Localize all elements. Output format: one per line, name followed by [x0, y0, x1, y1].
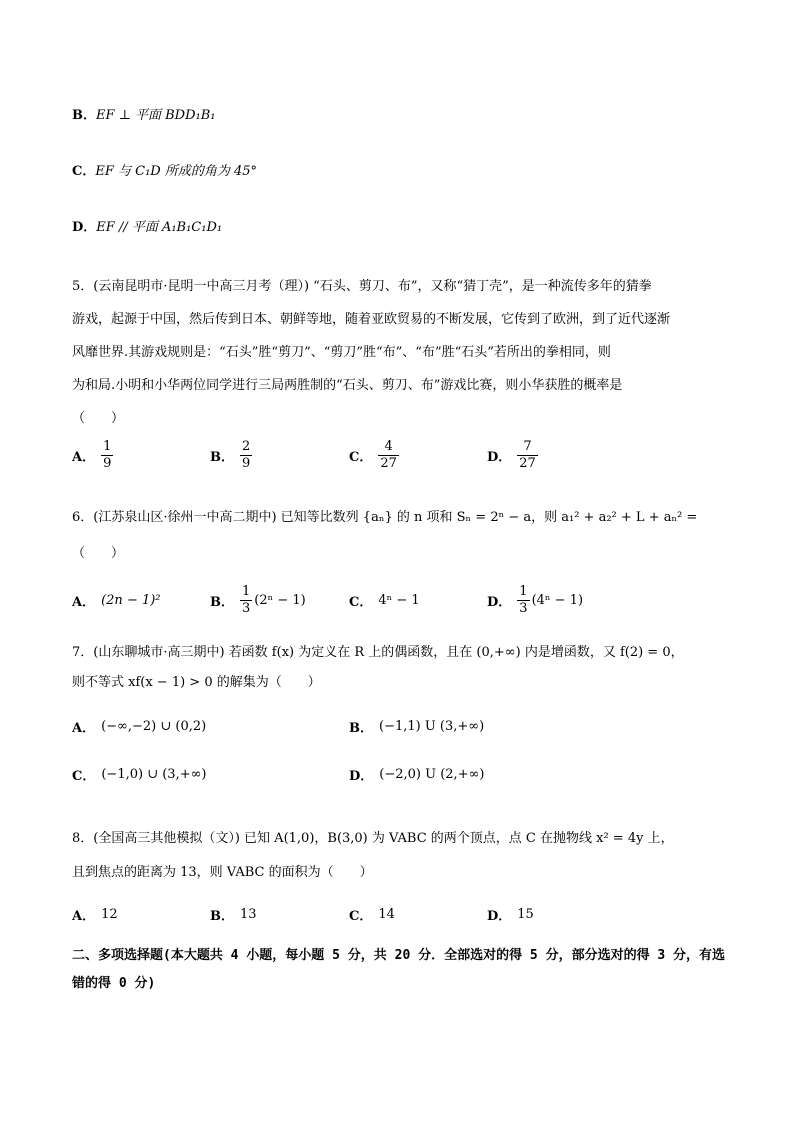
option-b[interactable] [349, 706, 484, 746]
option-b-prev [72, 106, 722, 126]
option-c[interactable] [349, 435, 399, 475]
question-line: 则不等式 xf(x − 1) > 0 的解集为（ ） [72, 675, 321, 690]
option-d[interactable] [349, 754, 484, 794]
fraction [240, 584, 252, 617]
question-line: 游戏，起源于中国，然后传到日本、朝鲜等地，随着亚欧贸易的不断发展，它传到了欧洲，到了近代逐渐 [72, 312, 671, 327]
section-header [72, 942, 726, 998]
option-label: C． [349, 908, 373, 924]
denominator: 9 [103, 455, 112, 471]
section-line: 二、多项选择题(本大题共 4 小题，每小题 5 分，共 20 分．全部选对的得 5 分，部分选对的得 3 分，有选 [72, 948, 726, 963]
numerator: 7 [523, 438, 532, 454]
option-math: 15 [517, 906, 534, 922]
denominator: 3 [519, 600, 528, 616]
denominator: 27 [380, 455, 397, 471]
option-math: (−1,1) U (3,+∞) [379, 718, 485, 734]
numerator: 1 [519, 583, 528, 599]
option-math: 4ⁿ − 1 [378, 592, 420, 608]
option-d[interactable] [487, 435, 538, 475]
numerator: 1 [103, 438, 112, 454]
fraction [517, 584, 529, 617]
option-label: B． [72, 108, 96, 123]
question-8-options [72, 894, 722, 934]
question-line: （ ） [72, 546, 125, 561]
option-math: 13 [240, 906, 257, 922]
option-b[interactable] [210, 435, 252, 475]
question-line: 6．(江苏泉山区·徐州一中高二期中) 已知等比数列 {aₙ} 的 n 项和 Sₙ = 2ⁿ − a，则 a₁² + a₂² + L + aₙ² = [72, 510, 698, 525]
option-math: (−1,0) ∪ (3,+∞) [101, 766, 207, 782]
option-c[interactable] [72, 754, 207, 794]
option-d[interactable] [487, 580, 583, 620]
numerator: 1 [242, 583, 251, 599]
option-label: D． [72, 220, 97, 235]
option-math: (2n − 1)² [101, 592, 161, 608]
option-label: B． [210, 908, 234, 924]
option-label: A． [72, 720, 96, 736]
section-line: 错的得 0 分) [72, 976, 156, 991]
question-7-options-row-2 [72, 754, 722, 794]
option-text: EF ⊥ 平面 BDD₁B₁ [96, 108, 216, 123]
option-c[interactable] [349, 894, 395, 934]
option-math: (2ⁿ − 1) [254, 592, 306, 608]
option-text: EF 与 C₁D 所成的角为 45° [95, 164, 258, 179]
option-c[interactable] [349, 580, 420, 620]
denominator: 9 [242, 455, 251, 471]
option-text: EF // 平面 A₁B₁C₁D₁ [96, 220, 223, 235]
question-5-options [72, 435, 722, 475]
option-label: D． [487, 908, 512, 924]
question-8 [72, 822, 722, 890]
option-math: (−∞,−2) ∪ (0,2) [101, 718, 207, 734]
question-line: 5．(云南昆明市·昆明一中高三月考（理）) “石头、剪刀、布”，又称“猜丁壳”，是一种流传多年的猜拳 [72, 279, 652, 294]
option-a[interactable] [72, 894, 118, 934]
option-label: A． [72, 594, 96, 610]
option-label: B． [210, 594, 234, 610]
option-label: C． [72, 768, 96, 784]
option-label: A． [72, 449, 96, 465]
option-math: 14 [378, 906, 395, 922]
question-6-options [72, 580, 722, 620]
fraction [378, 439, 399, 472]
option-d[interactable] [487, 894, 534, 934]
option-label: B． [349, 720, 373, 736]
question-line: 风靡世界.其游戏规则是：“石头”胜“剪刀”、“剪刀”胜“布”、“布”胜“石头”若所出的拳相同，则 [72, 345, 611, 360]
fraction [240, 439, 252, 472]
fraction [101, 439, 113, 472]
denominator: 3 [242, 600, 251, 616]
question-7 [72, 638, 722, 698]
option-b[interactable] [210, 894, 257, 934]
numerator: 2 [242, 438, 251, 454]
option-label: B． [210, 449, 234, 465]
option-a[interactable] [72, 435, 113, 475]
question-5 [72, 270, 722, 435]
option-a[interactable] [72, 580, 161, 620]
option-d-prev [72, 218, 722, 238]
denominator: 27 [519, 455, 536, 471]
option-math: (−2,0) U (2,+∞) [379, 766, 485, 782]
question-line: （ ） [72, 411, 125, 426]
option-label: A． [72, 908, 96, 924]
option-label: D． [487, 594, 512, 610]
question-line: 7．(山东聊城市·高三期中) 若函数 f(x) 为定义在 R 上的偶函数，且在 (0,+∞) 内是增函数，又 f(2) = 0， [72, 645, 684, 660]
option-b[interactable] [210, 580, 306, 620]
question-line: 且到焦点的距离为 13，则 VABC 的面积为（ ） [72, 865, 373, 880]
option-math: (4ⁿ − 1) [531, 592, 584, 608]
question-7-options-row-1 [72, 706, 722, 746]
option-label: D． [487, 449, 512, 465]
option-label: C． [72, 164, 96, 179]
question-line: 为和局.小明和小华两位同学进行三局两胜制的“石头、剪刀、布”游戏比赛，则小华获胜的概率是 [72, 378, 623, 393]
option-label: D． [349, 768, 374, 784]
option-label: C． [349, 594, 373, 610]
numerator: 4 [384, 438, 393, 454]
option-label: C． [349, 449, 373, 465]
option-math: 12 [101, 906, 118, 922]
option-c-prev [72, 162, 722, 182]
option-a[interactable] [72, 706, 206, 746]
fraction [517, 439, 538, 472]
question-line: 8．(全国高三其他模拟（文）) 已知 A(1,0)，B(3,0) 为 VABC 的两个顶点，点 C 在抛物线 x² = 4y 上， [72, 831, 674, 846]
question-6 [72, 500, 722, 572]
